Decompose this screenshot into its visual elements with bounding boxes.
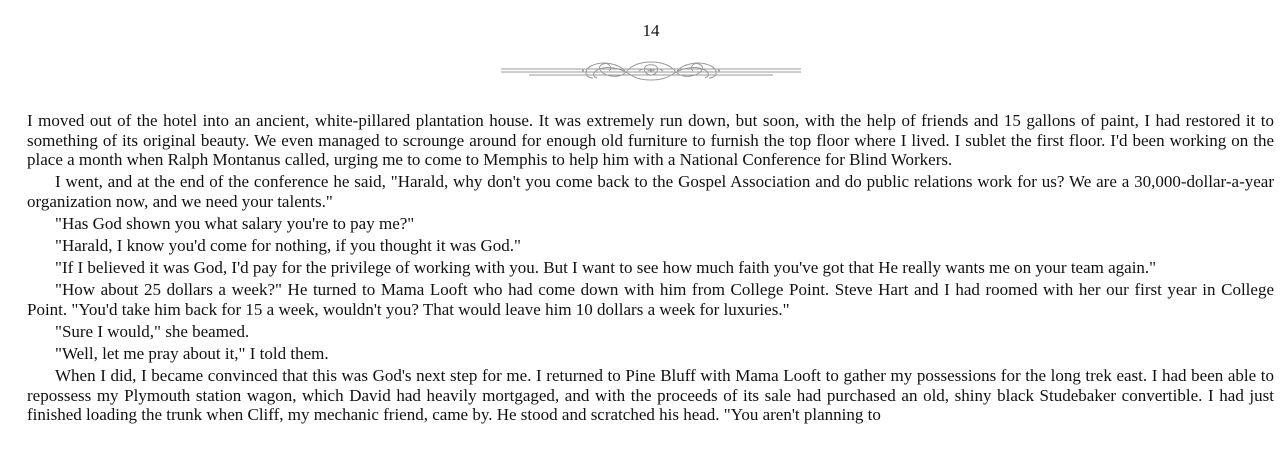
paragraph: I went, and at the end of the conference he said, "Harald, why don't you come back to the Gospel Association and do public relations work for us? We are a 30,000-dollar-a-year organization now, and we need your talents." [27,172,1274,211]
paragraph: "Harald, I know you'd come for nothing, if you thought it was God." [55,236,521,256]
paragraph: "If I believed it was God, I'd pay for the privilege of working with you. But I want to see how much faith you've got that He really wants me on your team again." [55,258,1157,278]
paragraph: "Has God shown you what salary you're to pay me?" [55,213,415,233]
paragraph: "Well, let me pray about it," I told them. [55,344,329,364]
paragraph: "How about 25 dollars a week?" He turned to Mama Looft who had come down with him from College Point. Steve Hart and I had roomed with her our first year in College Point. "You'd take him back for 15 a week, wouldn't you? That would leave him 10 dollars a week for luxuries." [27,280,1274,319]
paragraph: I moved out of the hotel into an ancient, white-pillared plantation house. It was extremely run down, but soon, with the help of friends and 15 gallons of paint, I had restored it to something of its original beauty. We even managed to scrounge around for enough old furniture to furnish the top floor where I lived. I sublet the first floor. I'd been working on the place a month when Ralph Montanus called, urging me to come to Memphis to help him with a National Conference for Blind Workers. [27,111,1274,170]
flourish-divider-icon [499,58,803,86]
paragraph: When I did, I became convinced that this was God's next step for me. I returned to Pine Bluff with Mama Looft to gather my possessions for the long trek east. I had been able to repossess my Plymouth station wagon, which David had heavily mortgaged, and with the proceeds of its sale had purchased an old, shiny black Studebaker convertible. I had just finished loading the trunk when Cliff, my mechanic friend, came by. He stood and scratched his head. "You aren't planning to [27,366,1274,425]
body-text [27,111,1274,427]
paragraph: "Sure I would," she beamed. [55,321,250,341]
page-number: 14 [642,21,660,40]
